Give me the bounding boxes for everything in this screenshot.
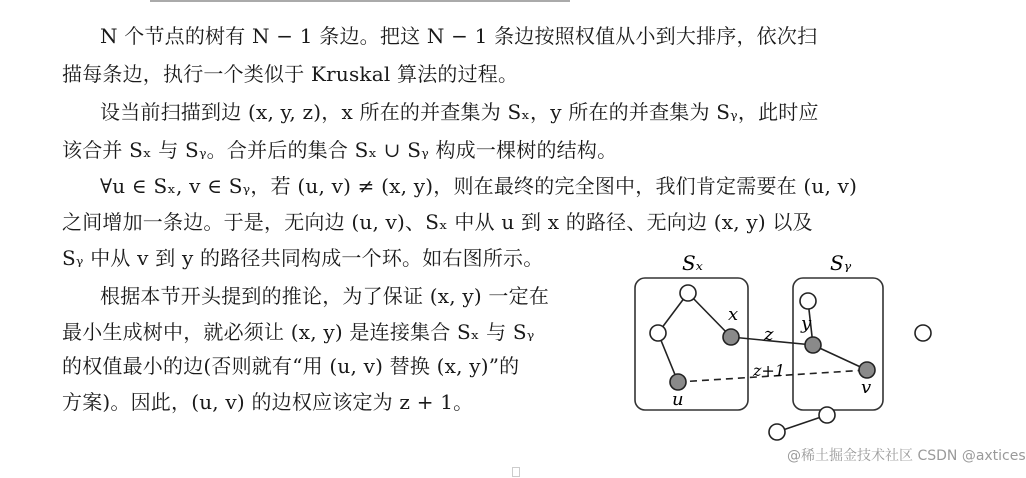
paragraph-4-line-2: 最小生成树中，就必须让 (x, y) 是连接集合 Sₓ 与 Sᵧ	[62, 320, 535, 344]
label-node-v: v	[861, 377, 872, 398]
node-x	[723, 329, 739, 345]
paragraph-4-line-1: 根据本节开头提到的推论，为了保证 (x, y) 一定在	[100, 284, 550, 308]
watermark: @稀土掘金技术社区 CSDN @axtices	[787, 448, 1026, 464]
label-node-u: u	[672, 389, 684, 410]
paragraph-3-line-2: 之间增加一条边。于是，无向边 (u, v)、Sₓ 中从 u 到 x 的路径、无向边 (x, y) 以及	[62, 210, 813, 234]
paragraph-1-line-1: N 个节点的树有 N − 1 条边。把这 N − 1 条边按照权值从小到大排序，依次扫	[100, 24, 818, 48]
edge-sy-2	[813, 345, 867, 370]
paragraph-3-line-3: Sᵧ 中从 v 到 y 的路径共同构成一个环。如右图所示。	[62, 246, 544, 270]
node-v	[859, 362, 875, 378]
page-edge-mark	[512, 467, 520, 477]
label-edge-z: z	[764, 324, 774, 345]
cut-off-top-line	[150, 0, 570, 7]
paragraph-4-line-3: 的权值最小的边(否则就有“用 (u, v) 替换 (x, y)”的	[62, 354, 520, 378]
node-sy-top	[800, 293, 816, 309]
node-y	[805, 337, 821, 353]
paragraph-2-line-2: 该合并 Sₓ 与 Sᵧ。合并后的集合 Sₓ ∪ Sᵧ 构成一棵树的结构。	[62, 138, 618, 162]
node-outside-bottom-right	[819, 407, 835, 423]
node-sx-left	[650, 325, 666, 341]
edge-sx-2	[688, 293, 731, 337]
label-node-x: x	[728, 304, 739, 325]
node-outside-bottom-left	[769, 424, 785, 440]
label-edge-z-plus-1: z+1	[753, 361, 786, 380]
label-node-y: y	[801, 313, 812, 334]
node-u	[670, 374, 686, 390]
node-sx-top	[680, 285, 696, 301]
paragraph-3-line-1: ∀u ∈ Sₓ, v ∈ Sᵧ，若 (u, v) ≠ (x, y)，则在最终的完全图中，我们肯定需要在 (u, v)	[100, 174, 858, 198]
paragraph-1-line-2: 描每条边，执行一个类似于 Kruskal 算法的过程。	[62, 62, 519, 86]
set-label-sx: Sₓ	[682, 251, 703, 275]
paragraph-2-line-1: 设当前扫描到边 (x, y, z)，x 所在的并查集为 Sₓ，y 所在的并查集为 Sᵧ，此时应	[100, 100, 819, 124]
cycle-diagram	[630, 245, 945, 445]
set-label-sy: Sᵧ	[830, 251, 852, 275]
paragraph-4-line-4: 方案)。因此，(u, v) 的边权应该定为 z + 1。	[62, 390, 474, 414]
node-outside-right	[915, 325, 931, 341]
